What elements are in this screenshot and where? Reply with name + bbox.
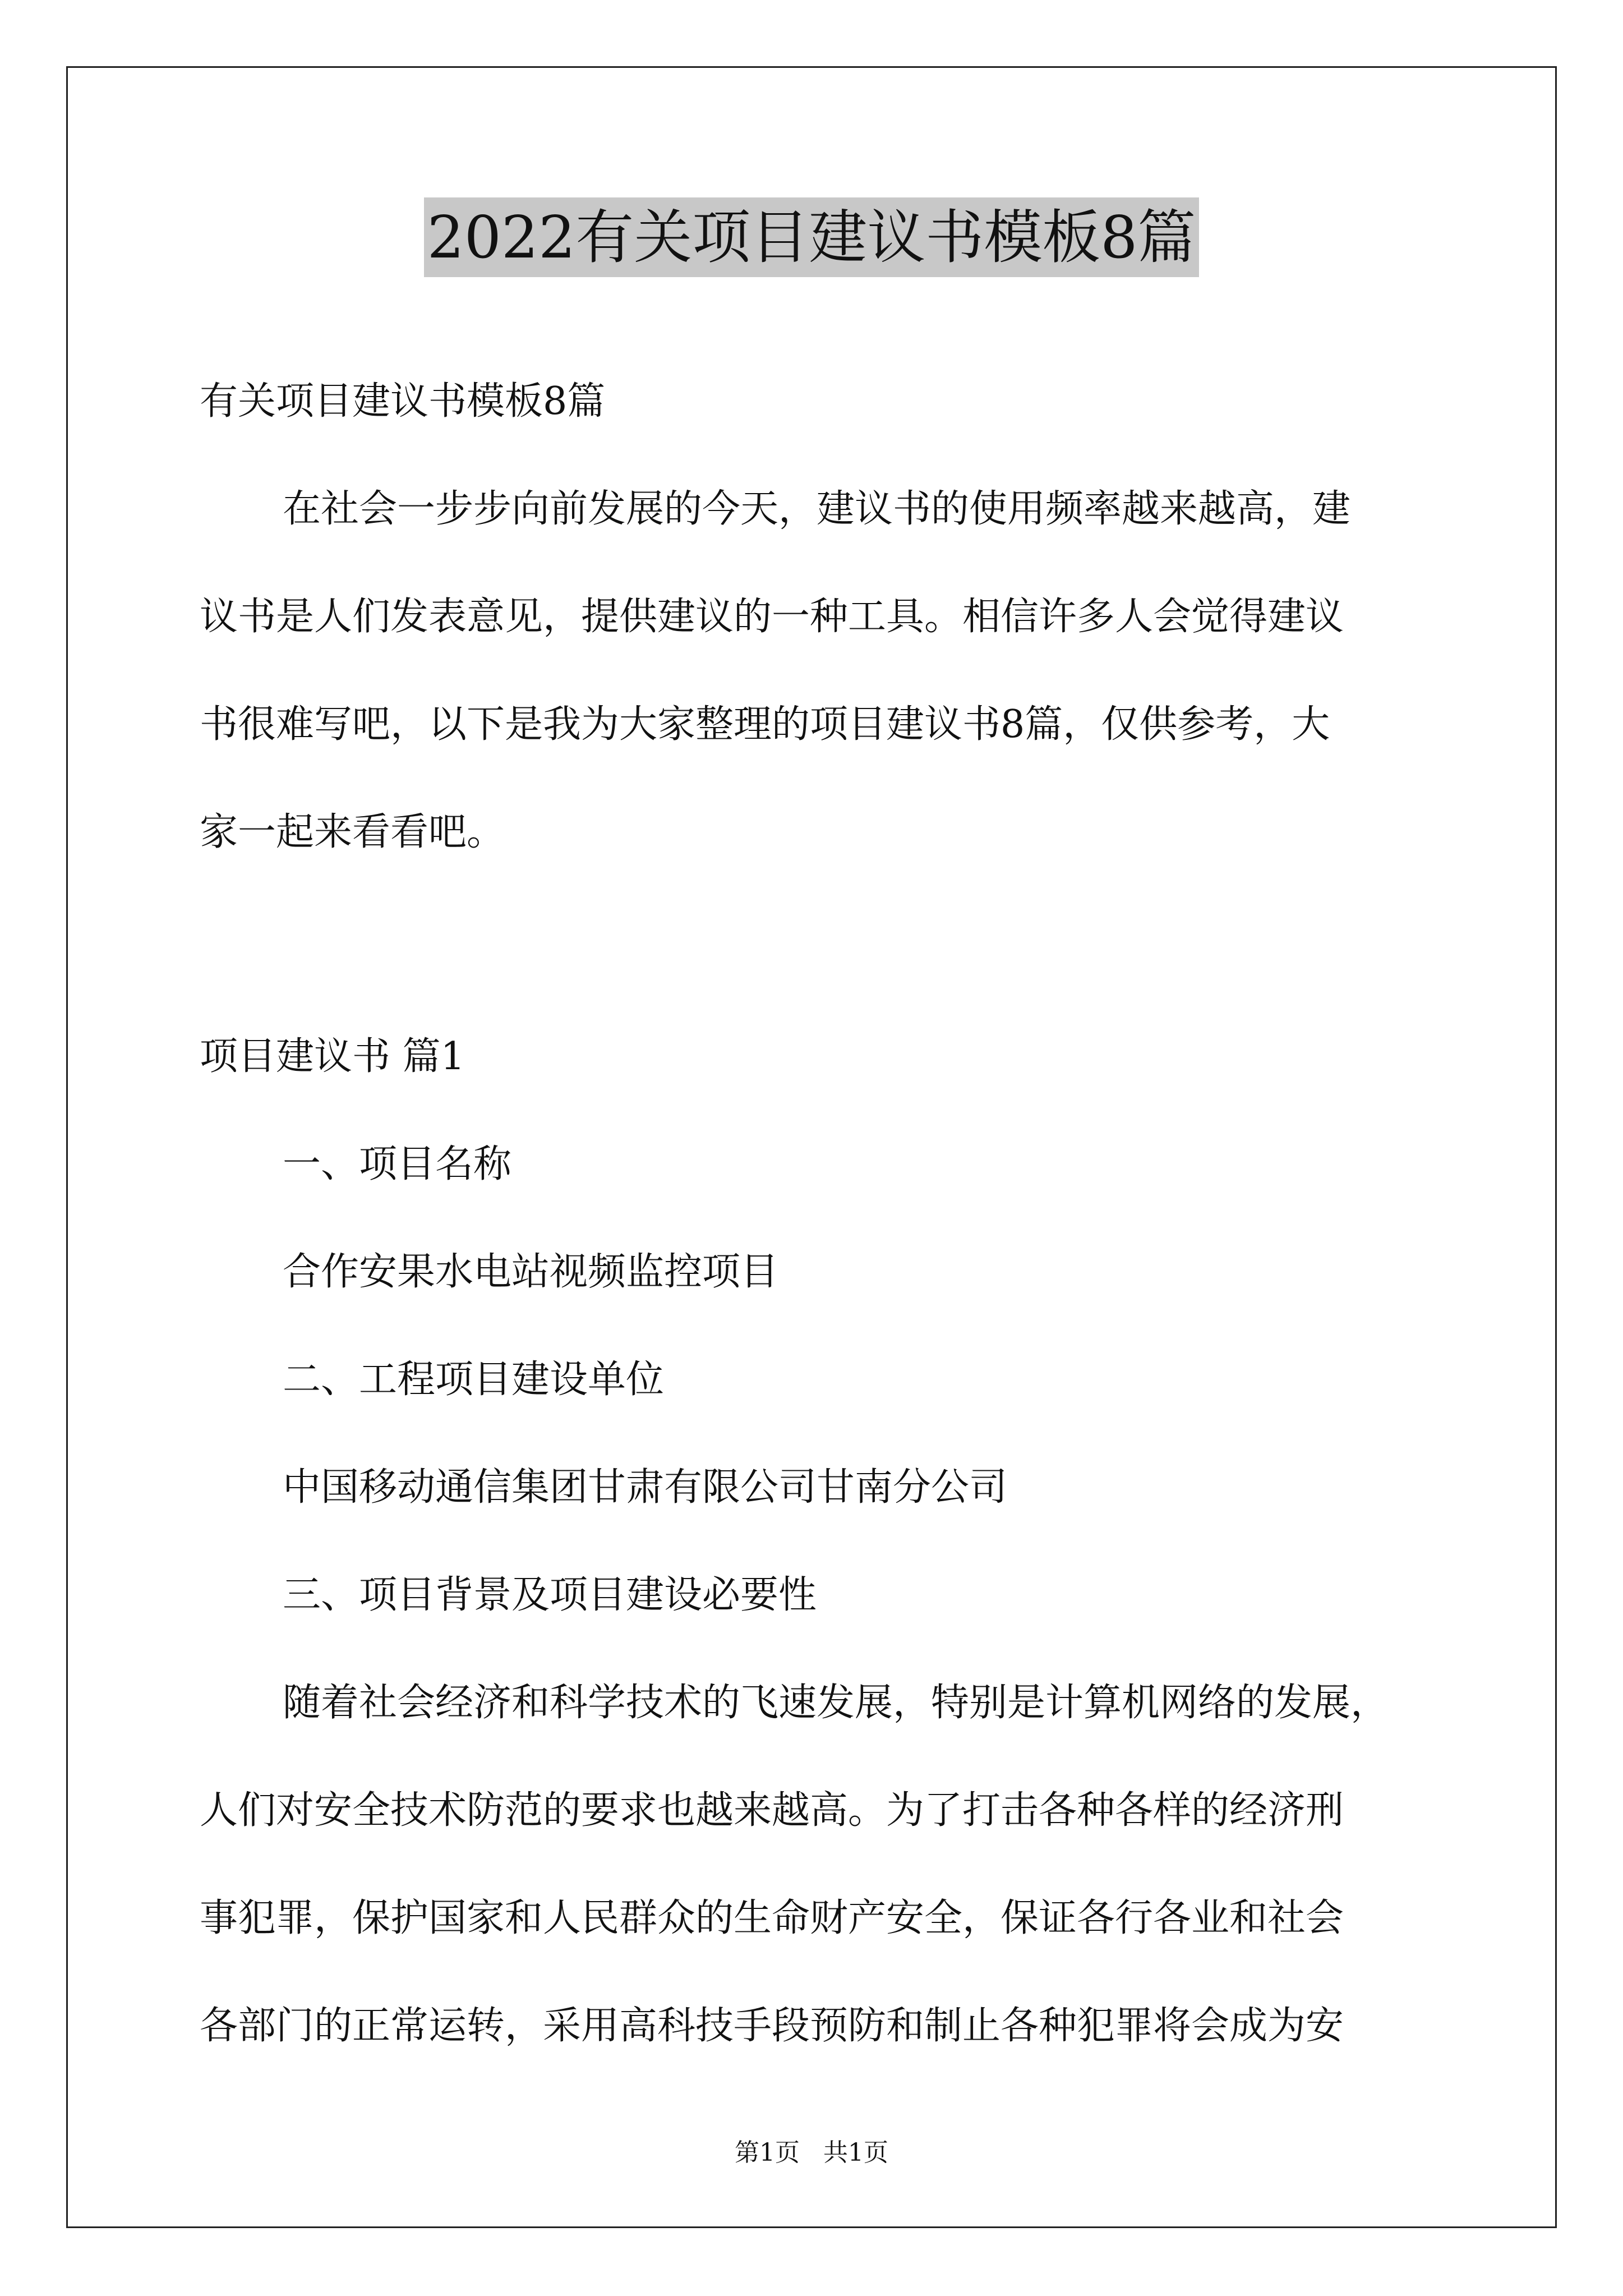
item-project-name-heading: 一、项目名称: [283, 1142, 512, 1186]
document-body: [200, 348, 1428, 2080]
paragraph-gap: [200, 886, 1428, 1003]
intro-line-4: 家一起来看看吧。: [200, 810, 505, 854]
section-heading: 项目建议书 篇1: [200, 1034, 465, 1079]
body-line-1: 随着社会经济和科学技术的飞速发展，特别是计算机网络的发展，: [283, 1681, 1389, 1725]
intro-line-2: 议书是人们发表意见，提供建议的一种工具。相信许多人会觉得建议: [200, 595, 1344, 639]
body-line-3: 事犯罪，保护国家和人民群众的生命财产安全，保证各行各业和社会: [200, 1896, 1344, 1940]
item-builder: 中国移动通信集团甘肃有限公司甘南分公司: [283, 1465, 1008, 1510]
intro-line-1: 在社会一步步向前发展的今天，建议书的使用频率越来越高，建: [283, 487, 1351, 531]
intro-line-3: 书很难写吧，以下是我为大家整理的项目建议书8篇，仅供参考，大: [200, 702, 1330, 747]
page-footer: 第1页 共1页: [735, 2138, 888, 2167]
body-line-2: 人们对安全技术防范的要求也越来越高。为了打击各种各样的经济刑: [200, 1788, 1344, 1833]
item-builder-heading: 二、工程项目建设单位: [283, 1358, 665, 1402]
title-container: [0, 197, 1623, 277]
item-background-heading: 三、项目背景及项目建设必要性: [283, 1573, 817, 1617]
body-line-4: 各部门的正常运转，采用高科技手段预防和制止各种犯罪将会成为安: [200, 2004, 1344, 2048]
document-title: 2022有关项目建议书模板8篇: [424, 197, 1200, 277]
document-subtitle: 有关项目建议书模板8篇: [200, 379, 606, 424]
item-project-name: 合作安果水电站视频监控项目: [283, 1250, 779, 1294]
